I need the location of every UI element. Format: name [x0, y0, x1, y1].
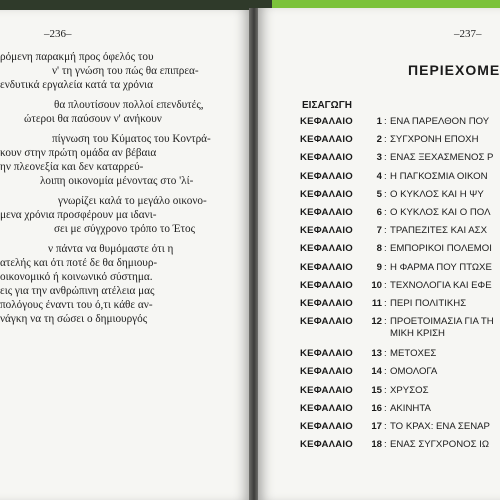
toc-separator: : [384, 134, 387, 146]
toc-chapter-label: ΚΕΦΑΛΑΙΟ [300, 439, 353, 451]
right-page-number: –237– [454, 28, 482, 40]
body-text-line: γνωρίζει καλά το μεγάλο οικονο- [58, 195, 207, 207]
toc-separator: : [384, 279, 387, 291]
toc-chapter-number: 8 [376, 243, 382, 255]
body-text-line: ώτεροι θα παύσουν ν' ανήκουν [24, 113, 162, 125]
toc-separator: : [384, 243, 387, 255]
toc-chapter-title: ΟΜΟΛΟΓΑ [390, 366, 438, 378]
toc-chapter-number: 18 [371, 439, 382, 451]
toc-chapter-title: ΤΡΑΠΕΖΙΤΕΣ ΚΑΙ ΑΣΧ [390, 225, 487, 237]
body-text-line: ν' τη γνώση του πώς θα επιπρεα- [52, 65, 199, 77]
toc-chapter-label: ΚΕΦΑΛΑΙΟ [300, 261, 353, 273]
toc-chapter-title: ΣΥΓΧΡΟΝΗ ΕΠΟΧΗ [390, 134, 479, 146]
toc-separator: : [384, 188, 387, 200]
toc-separator: : [384, 170, 387, 182]
toc-chapter-label: ΚΕΦΑΛΑΙΟ [300, 134, 353, 146]
toc-chapter-label: ΚΕΦΑΛΑΙΟ [300, 225, 353, 237]
body-text-line: οικονομικό ή κοινωνικό σύστημα. [0, 271, 153, 283]
toc-chapter-number: 13 [371, 348, 382, 360]
toc-chapter-label: ΚΕΦΑΛΑΙΟ [300, 402, 353, 414]
body-text-line: κουν στην πρώτη ομάδα αν βέβαια [0, 147, 157, 159]
toc-chapter-number: 7 [376, 225, 382, 237]
toc-chapter-label: ΚΕΦΑΛΑΙΟ [300, 170, 353, 182]
body-text-line: σει με σύγχρονο τρόπο το Έτος [54, 223, 196, 235]
body-text-line: πίγνωση του Κύματος του Κοντρά- [52, 133, 211, 145]
toc-chapter-label: ΚΕΦΑΛΑΙΟ [300, 421, 353, 432]
toc-separator: : [384, 439, 387, 451]
toc-chapter-number: 3 [376, 152, 382, 164]
body-text-line: μενα χρόνια προσφέρουν μα ιδανι- [0, 209, 157, 221]
toc-separator: : [384, 225, 387, 237]
toc-chapter-number: 15 [371, 384, 382, 396]
toc-chapter-title: ΤΟ ΚΡΑΧ: ΕΝΑ ΣΕΝΑΡ [390, 421, 490, 432]
toc-chapter-label: ΚΕΦΑΛΑΙΟ [300, 348, 353, 360]
toc-chapter-title: ΠΡΟΕΤΟΙΜΑΣΙΑ ΓΙΑ ΤΗ [390, 316, 494, 328]
toc-chapter-label: ΚΕΦΑΛΑΙΟ [300, 366, 353, 378]
toc-chapter-title: ΠΕΡΙ ΠΟΛΙΤΙΚΗΣ [390, 298, 467, 309]
body-text-line: νάγκη να τη σώσει ο δημιουργός [0, 313, 148, 325]
toc-chapter-label: ΚΕΦΑΛΑΙΟ [300, 279, 353, 291]
toc-separator: : [384, 152, 387, 164]
toc-introduction: ΕΙΣΑΓΩΓΗ [302, 100, 352, 111]
toc-chapter-number: 10 [371, 279, 382, 291]
toc-chapter-number: 5 [376, 188, 382, 200]
toc-chapter-number: 2 [376, 134, 382, 146]
toc-chapter-number: 11 [371, 298, 382, 309]
toc-chapter-title: ΕΝΑ ΠΑΡΕΛΘΟΝ ΠΟΥ [390, 116, 490, 127]
toc-chapter-title: Η ΦΑΡΜΑ ΠΟΥ ΠΤΩΧΕ [390, 261, 492, 273]
toc-chapter-number: 17 [371, 421, 382, 432]
body-text-line: εις για την ανθρώπινη ατέλεια μας [0, 285, 155, 297]
toc-chapter-title: ΕΜΠΟΡΙΚΟΙ ΠΟΛΕΜΟΙ [390, 243, 492, 255]
toc-chapter-title: ΧΡΥΣΟΣ [390, 384, 429, 396]
toc-chapter-number: 9 [376, 261, 382, 273]
body-text-line: ν πάντα να θυμόμαστε ότι η [48, 243, 174, 255]
toc-chapter-label: ΚΕΦΑΛΑΙΟ [300, 243, 353, 255]
toc-chapter-number: 4 [376, 170, 382, 182]
body-text-line: ην πλεονεξία και δεν καταρρεύ- [0, 161, 144, 173]
body-text-line: ενδυτικά εργαλεία κατά τα χρόνια [0, 79, 153, 91]
toc-chapter-title: ΑΚΙΝΗΤΑ [390, 402, 431, 414]
toc-chapter-title: Ο ΚΥΚΛΟΣ ΚΑΙ Ο ΠΟΛ [390, 207, 491, 218]
toc-chapter-label: ΚΕΦΑΛΑΙΟ [300, 152, 353, 164]
toc-chapter-number: 1 [376, 116, 382, 127]
toc-chapter-label: ΚΕΦΑΛΑΙΟ [300, 384, 353, 396]
toc-separator: : [384, 116, 387, 127]
body-text-line: ρόμενη παρακμή προς όφελός του [0, 51, 154, 63]
toc-chapter-number: 16 [371, 402, 382, 414]
toc-chapter-number: 6 [376, 207, 382, 218]
toc-separator: : [384, 207, 387, 218]
toc-separator: : [384, 366, 387, 378]
toc-separator: : [384, 261, 387, 273]
toc-separator: : [384, 316, 387, 328]
toc-separator: : [384, 298, 387, 309]
toc-chapter-title: Ο ΚΥΚΛΟΣ ΚΑΙ Η ΨΥ [390, 188, 484, 200]
toc-chapter-title: Η ΠΑΓΚΟΣΜΙΑ ΟΙΚΟΝ [390, 170, 488, 182]
left-page [0, 10, 250, 500]
body-text-line: ατελής και ότι ποτέ δε θα δημιουρ- [0, 257, 158, 269]
contents-title: ΠΕΡΙΕΧΟΜΕ [408, 62, 500, 78]
toc-chapter-title-continued: ΜΙΚΗ ΚΡΙΣΗ [390, 328, 445, 340]
body-text-line: θα πλουτίσουν πολλοί επενδυτές, [54, 99, 204, 111]
toc-chapter-number: 12 [371, 316, 382, 328]
toc-chapter-label: ΚΕΦΑΛΑΙΟ [300, 116, 353, 127]
toc-separator: : [384, 348, 387, 360]
toc-chapter-title: ΤΕΧΝΟΛΟΓΙΑ ΚΑΙ ΕΦΕ [390, 279, 492, 291]
toc-chapter-number: 14 [371, 366, 382, 378]
toc-separator: : [384, 421, 387, 432]
toc-chapter-label: ΚΕΦΑΛΑΙΟ [300, 188, 353, 200]
toc-chapter-title: ΜΕΤΟΧΕΣ [390, 348, 437, 360]
left-page-number: –236– [44, 28, 72, 40]
toc-chapter-title: ΕΝΑΣ ΞΕΧΑΣΜΕΝΟΣ Ρ [390, 152, 494, 164]
toc-chapter-label: ΚΕΦΑΛΑΙΟ [300, 207, 353, 218]
right-page [258, 8, 500, 500]
toc-chapter-title: ΕΝΑΣ ΣΥΓΧΡΟΝΟΣ ΙΩ [390, 439, 490, 451]
toc-separator: : [384, 402, 387, 414]
body-text-line: πολόγους έναντι του ό,τι κάθε αν- [0, 299, 153, 311]
toc-chapter-label: ΚΕΦΑΛΑΙΟ [300, 298, 353, 309]
body-text-line: λοιπη οικονομία μένοντας στο 'λί- [40, 175, 194, 187]
toc-separator: : [384, 384, 387, 396]
toc-chapter-label: ΚΕΦΑΛΑΙΟ [300, 316, 353, 328]
